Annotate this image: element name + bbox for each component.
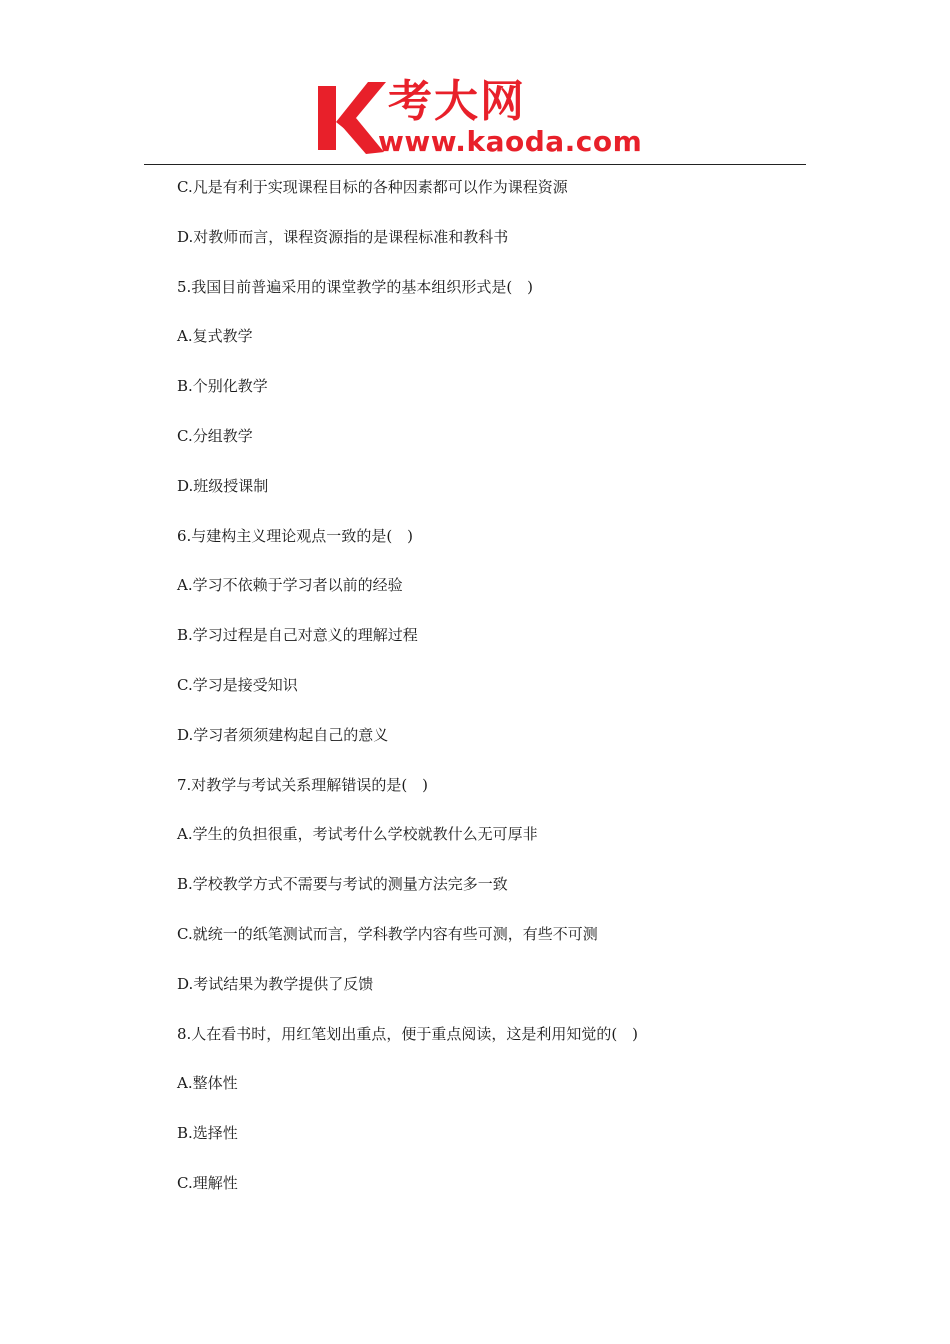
- question-7: 7.对教学与考试关系理解错误的是( ): [177, 775, 429, 794]
- option-line: A.整体性: [177, 1074, 238, 1093]
- option-line: C.理解性: [177, 1173, 238, 1192]
- page-header: [0, 0, 950, 166]
- option-line: C.就统一的纸笔测试而言，学科教学内容有些可测，有些不可测: [177, 924, 598, 943]
- option-line: D.学习者须须建构起自己的意义: [177, 725, 389, 744]
- option-line: A.学习不依赖于学习者以前的经验: [177, 576, 403, 595]
- logo-chinese-text: 考大网: [388, 76, 526, 127]
- option-line: B.个别化教学: [177, 377, 268, 396]
- option-line: B.选择性: [177, 1124, 238, 1143]
- question-8: 8.人在看书时，用红笔划出重点，便于重点阅读，这是利用知觉的( ): [177, 1024, 639, 1043]
- option-line: D.考试结果为教学提供了反馈: [177, 974, 374, 993]
- document-body: [177, 174, 817, 1220]
- k-logo-icon: [316, 78, 386, 156]
- question-6: 6.与建构主义理论观点一致的是( ): [177, 526, 414, 545]
- option-line: B.学校教学方式不需要与考试的测量方法完多一致: [177, 875, 508, 894]
- text-line: D.对教师而言，课程资源指的是课程标准和教科书: [177, 227, 509, 246]
- question-5: 5.我国目前普遍采用的课堂教学的基本组织形式是( ): [177, 277, 534, 296]
- text-line: C.凡是有利于实现课程目标的各种因素都可以作为课程资源: [177, 178, 568, 196]
- option-line: A.学生的负担很重，考试考什么学校就教什么无可厚非: [177, 825, 538, 844]
- option-line: B.学习过程是自己对意义的理解过程: [177, 626, 418, 645]
- logo-url-text: www.kaoda.com: [378, 125, 643, 158]
- option-line: D.班级授课制: [177, 476, 269, 495]
- option-line: C.学习是接受知识: [177, 675, 298, 694]
- option-line: C.分组教学: [177, 426, 253, 445]
- header-divider: [144, 164, 806, 165]
- option-line: A.复式教学: [177, 327, 253, 346]
- kaoda-logo[interactable]: [316, 76, 643, 162]
